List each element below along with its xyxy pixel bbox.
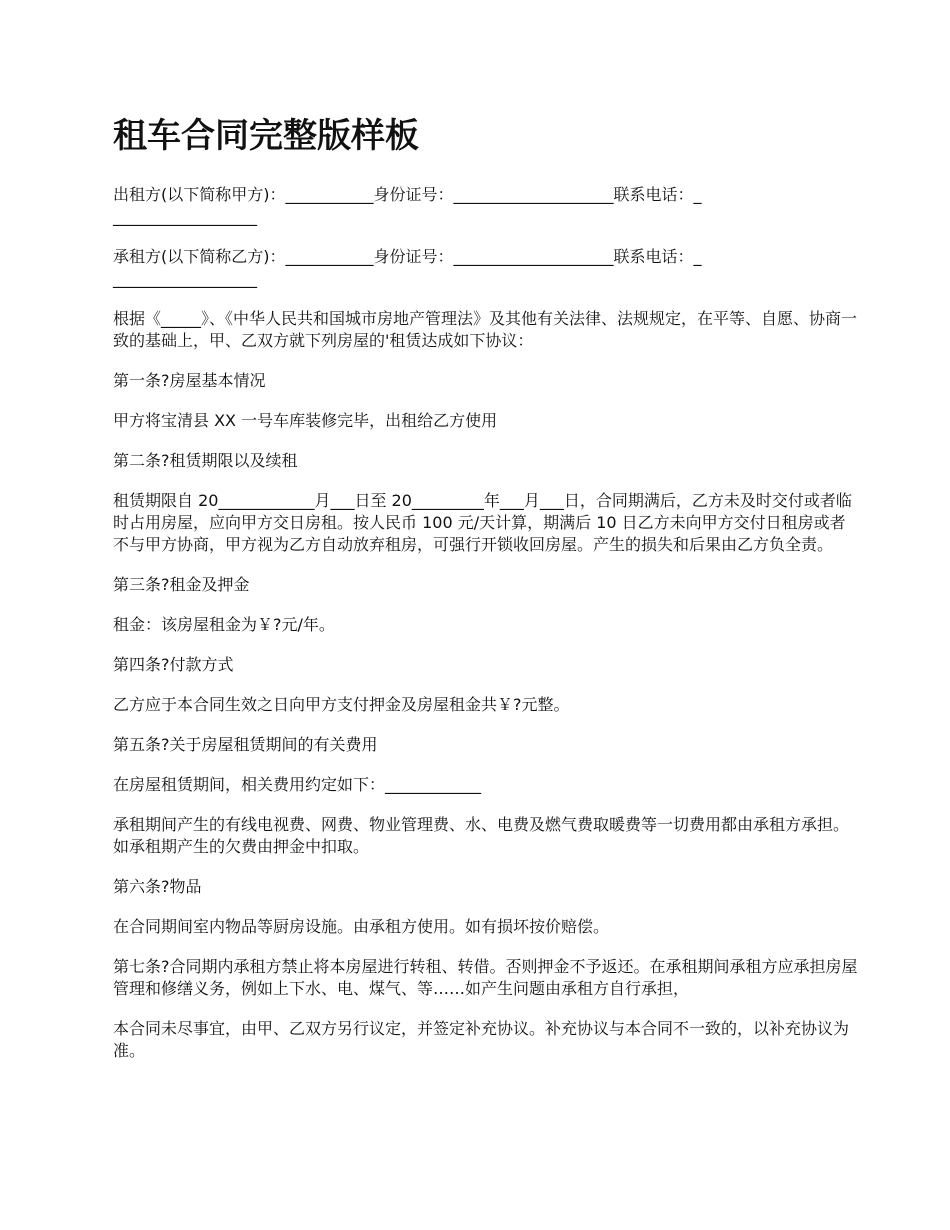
lessor-info-line: 出租方(以下简称甲方)：___________身份证号：____________________联系电话：_ __________________ bbox=[113, 185, 702, 226]
article-3-body: 租金：该房屋租金为￥?元/年。 bbox=[113, 615, 335, 634]
article-5-heading: 第五条?关于房屋租赁期间的有关费用 bbox=[113, 735, 378, 754]
document-title: 租车合同完整版样板 bbox=[113, 116, 419, 156]
article-6-heading: 第六条?物品 bbox=[113, 877, 202, 896]
document-page bbox=[113, 108, 858, 1080]
article-5-body: 承租期间产生的有线电视费、网费、物业管理费、水、电费及燃气费取暖费等一切费用都由承租方承担。如承租期产生的欠费由押金中扣取。 bbox=[113, 815, 850, 856]
article-6-body: 在合同期间室内物品等厨房设施。由承租方使用。如有损坏按价赔偿。 bbox=[113, 917, 610, 936]
article-5-fees-line: 在房屋租赁期间，相关费用约定如下：____________ bbox=[113, 775, 482, 794]
preamble-paragraph: 根据《_____》、《中华人民共和国城市房地产管理法》及其他有关法律、法规规定，在平等、自愿、协商一致的基础上，甲、乙双方就下列房屋的'租赁达成如下协议： bbox=[113, 309, 858, 350]
article-2-heading: 第二条?租赁期限以及续租 bbox=[113, 451, 298, 470]
lessee-info-line: 承租方(以下简称乙方)：___________身份证号：____________________联系电话：_ __________________ bbox=[113, 247, 702, 288]
article-4-body: 乙方应于本合同生效之日向甲方支付押金及房屋租金共￥?元整。 bbox=[113, 695, 570, 714]
article-3-heading: 第三条?租金及押金 bbox=[113, 575, 250, 594]
article-1-body: 甲方将宝清县 XX 一号车库装修完毕，出租给乙方使用 bbox=[113, 411, 498, 430]
article-1-heading: 第一条?房屋基本情况 bbox=[113, 371, 266, 390]
article-7-paragraph: 第七条?合同期内承租方禁止将本房屋进行转租、转借。否则押金不予返还。在承租期间承租方应承担房屋管理和修缮义务，例如上下水、电、煤气、等……如产生问题由承租方自行承担， bbox=[113, 957, 858, 998]
article-4-heading: 第四条?付款方式 bbox=[113, 655, 234, 674]
article-2-body: 租赁期限自 20____________月___日至 20_________年___月___日，合同期满后，乙方未及时交付或者临时占用房屋，应向甲方交日房租。按人民币 100 元/天计算，期满后 10 日乙方未向甲方交付日租房或者不与甲方协商，甲方视为乙方自动放弃租房，可强行开锁收回房屋。产生的损失和后果由乙方负全责。 bbox=[113, 491, 852, 554]
closing-paragraph: 本合同未尽事宜，由甲、乙双方另行议定，并签定补充协议。补充协议与本合同不一致的，以补充协议为准。 bbox=[113, 1019, 850, 1060]
